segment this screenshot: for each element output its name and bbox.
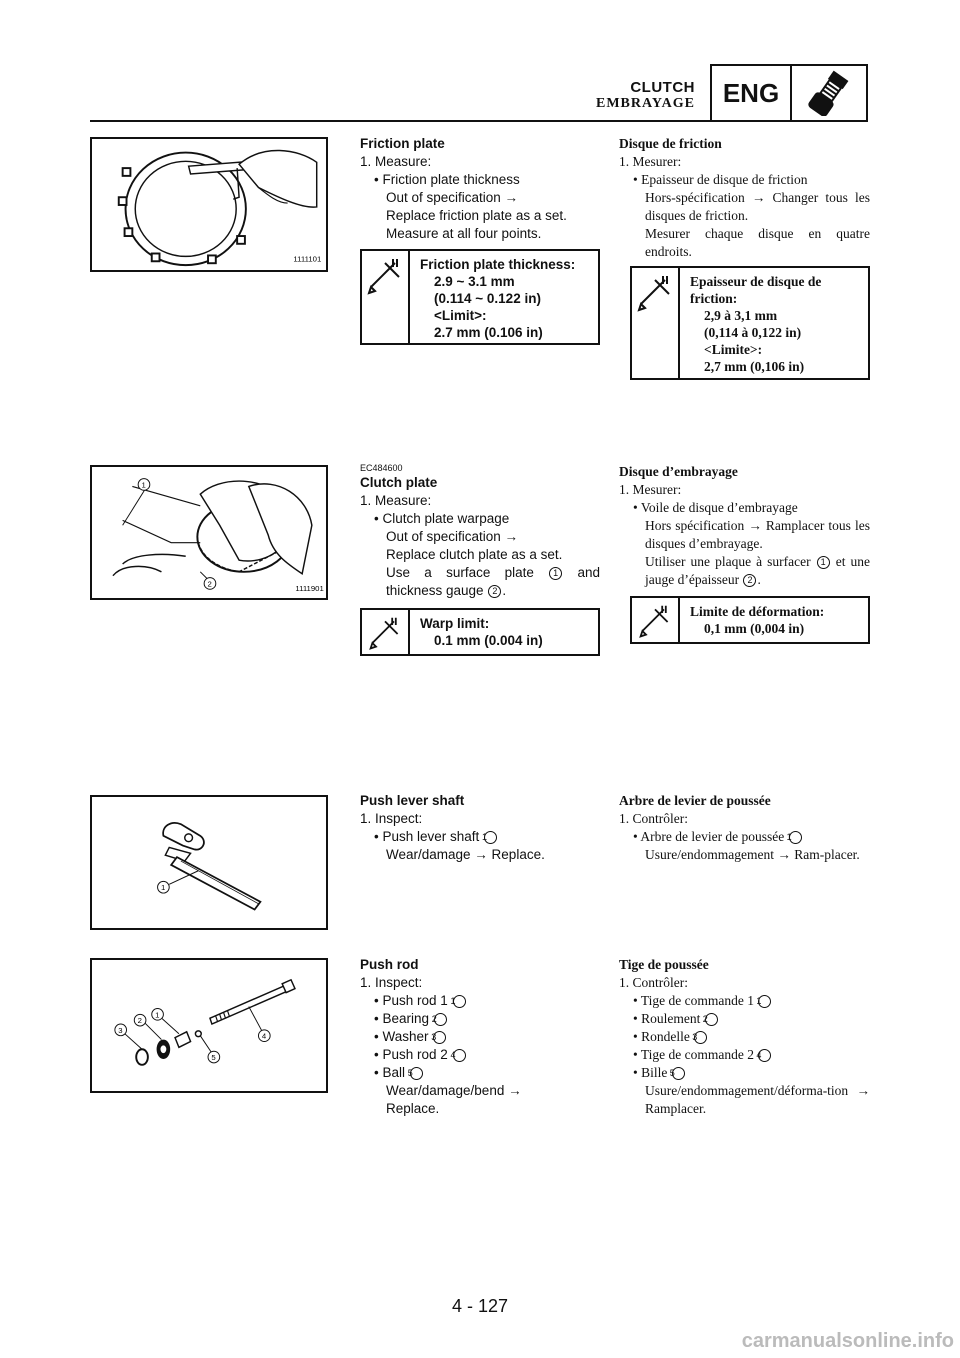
spec-value: 2.7 mm (0.106 in) — [434, 325, 543, 340]
caliper-icon — [632, 598, 680, 642]
spec-value: 2.9 ~ 3.1 mm — [434, 274, 515, 289]
section-title-en: CLUTCH — [630, 79, 695, 96]
friction-plate-title-fr: Disque de friction — [619, 136, 722, 151]
push-rod-en — [360, 956, 600, 1118]
clutch-plate-spec-fr — [630, 596, 870, 644]
caliper-icon — [362, 610, 410, 654]
spec-value: (0,114 à 0,122 in) — [704, 325, 802, 340]
bullet-text: • Ball 5 — [360, 1064, 600, 1082]
callout-4: 4 — [261, 1031, 267, 1041]
body-text: Measure at all four points. — [386, 226, 542, 241]
spec-value: (0.114 ~ 0.122 in) — [434, 291, 541, 306]
step-text: 1. Mesurer: — [619, 154, 682, 169]
clutch-plate-en — [360, 463, 600, 600]
bullet-text: • Push rod 2 4 — [360, 1046, 600, 1064]
bullet-text: • Tige de commande 2 4 — [619, 1046, 870, 1064]
push-rod-figure — [90, 958, 328, 1093]
section-header — [596, 79, 695, 112]
push-lever-figure — [90, 795, 328, 930]
spec-value: 2,9 à 3,1 mm — [704, 308, 778, 323]
spec-label: Epaisseur de disque de friction: — [690, 274, 822, 306]
bullet-text: • Clutch plate warpage — [374, 511, 510, 526]
body-text: Replace. — [386, 1101, 440, 1116]
bullet-text: • Push lever shaft 1 — [360, 828, 600, 846]
body-text: Out of specification → — [386, 529, 519, 544]
bullet-text: • Epaisseur de disque de friction — [633, 172, 808, 187]
bullet-text: • Tige de commande 1 1 — [619, 992, 870, 1010]
spec-label: Warp limit: — [420, 616, 490, 631]
friction-plate-spec-fr — [630, 266, 870, 380]
clutch-plate-fr — [619, 463, 870, 589]
clutch-plate-title-fr: Disque d’embrayage — [619, 464, 738, 479]
caliper-icon — [362, 251, 410, 343]
step-text: 1. Contrôler: — [619, 975, 688, 990]
header-rule — [90, 120, 710, 122]
body-text: Usure/endommagement → Ram-placer. — [645, 847, 860, 862]
body-text: Replace clutch plate as a set. — [386, 547, 563, 562]
bullet-text: • Bille 5 — [619, 1064, 870, 1082]
body-text: Hors-spécification → Changer tous les disques de friction. — [645, 190, 870, 223]
bullet-text: • Bearing 2 — [360, 1010, 600, 1028]
page-number: 4 - 127 — [451, 1296, 509, 1316]
step-text: 1. Inspect: — [360, 975, 423, 990]
callout-1: 1 — [160, 883, 166, 893]
bullet-text: • Friction plate thickness — [374, 172, 520, 187]
step-text: 1. Mesurer: — [619, 482, 682, 497]
bullet-text: • Washer 3 — [360, 1028, 600, 1046]
push-lever-title-fr: Arbre de levier de poussée — [619, 793, 771, 808]
eng-badge — [710, 64, 868, 122]
figure-code: 1111101 — [293, 254, 322, 264]
bullet-text: • Rondelle 3 — [619, 1028, 870, 1046]
eng-label: ENG — [712, 66, 792, 120]
friction-plate-figure — [90, 137, 328, 272]
body-text: Replace friction plate as a set. — [386, 208, 567, 223]
callout-2: 2 — [207, 579, 212, 589]
bullet-text: • Voile de disque d’embrayage — [633, 500, 798, 515]
spec-value: <Limite>: — [704, 342, 763, 357]
clutch-plate-title-en: Clutch plate — [360, 475, 438, 490]
callout-2: 2 — [137, 1016, 142, 1026]
friction-plate-spec-en — [360, 249, 600, 345]
friction-plate-fr — [619, 135, 870, 261]
body-text: Hors spécification → Ramplacer tous les disques d’embrayage. — [645, 518, 870, 551]
friction-plate-title-en: Friction plate — [360, 136, 445, 151]
step-text: 1. Contrôler: — [619, 811, 688, 826]
clutch-plate-spec-en — [360, 608, 600, 656]
spec-value: 0.1 mm (0.004 in) — [434, 633, 543, 648]
body-text: Wear/damage → Replace. — [386, 847, 545, 862]
body-text: Utiliser une plaque à surfacer 1 et une jauge d’épaisseur 2 . — [645, 554, 870, 587]
push-lever-en — [360, 792, 600, 864]
bullet-text: • Arbre de levier de poussée 1 — [619, 828, 870, 846]
body-text: Usure/endommagement/déforma-tion → Ramplacer. — [645, 1083, 870, 1116]
spec-value: 2,7 mm (0,106 in) — [704, 359, 805, 374]
caliper-icon — [632, 268, 680, 378]
bullet-text: • Push rod 1 1 — [360, 992, 600, 1010]
figure-code: 1111901 — [295, 584, 324, 594]
step-text: 1. Measure: — [360, 493, 432, 508]
body-text: Mesurer chaque disque en quatre endroits. — [645, 226, 870, 259]
step-text: 1. Inspect: — [360, 811, 423, 826]
watermark: carmanualsonline.info — [741, 1330, 954, 1352]
push-rod-title-fr: Tige de poussée — [619, 957, 709, 972]
section-title-fr: EMBRAYAGE — [596, 96, 695, 111]
callout-1: 1 — [141, 480, 146, 490]
spec-value: <Limit>: — [434, 308, 487, 323]
body-text: Out of specification → — [386, 190, 519, 205]
friction-plate-en — [360, 135, 600, 243]
clutch-plate-figure — [90, 465, 328, 600]
body-text: Wear/damage/bend → — [386, 1083, 522, 1098]
push-lever-title-en: Push lever shaft — [360, 793, 465, 808]
callout-1: 1 — [155, 1010, 160, 1020]
push-rod-fr — [619, 956, 870, 1118]
engine-icon — [792, 66, 866, 120]
spec-value: 0,1 mm (0,004 in) — [704, 621, 805, 636]
step-text: 1. Measure: — [360, 154, 432, 169]
bullet-text: • Roulement 2 — [619, 1010, 870, 1028]
spec-label: Friction plate thickness: — [420, 257, 576, 272]
section-code: EC484600 — [360, 463, 403, 473]
callout-5: 5 — [211, 1052, 216, 1062]
push-rod-title-en: Push rod — [360, 957, 419, 972]
callout-3: 3 — [118, 1025, 123, 1035]
push-lever-fr — [619, 792, 870, 864]
spec-label: Limite de déformation: — [690, 604, 825, 619]
body-text: Use a surface plate 1 and thickness gauge 2 . — [386, 565, 600, 598]
